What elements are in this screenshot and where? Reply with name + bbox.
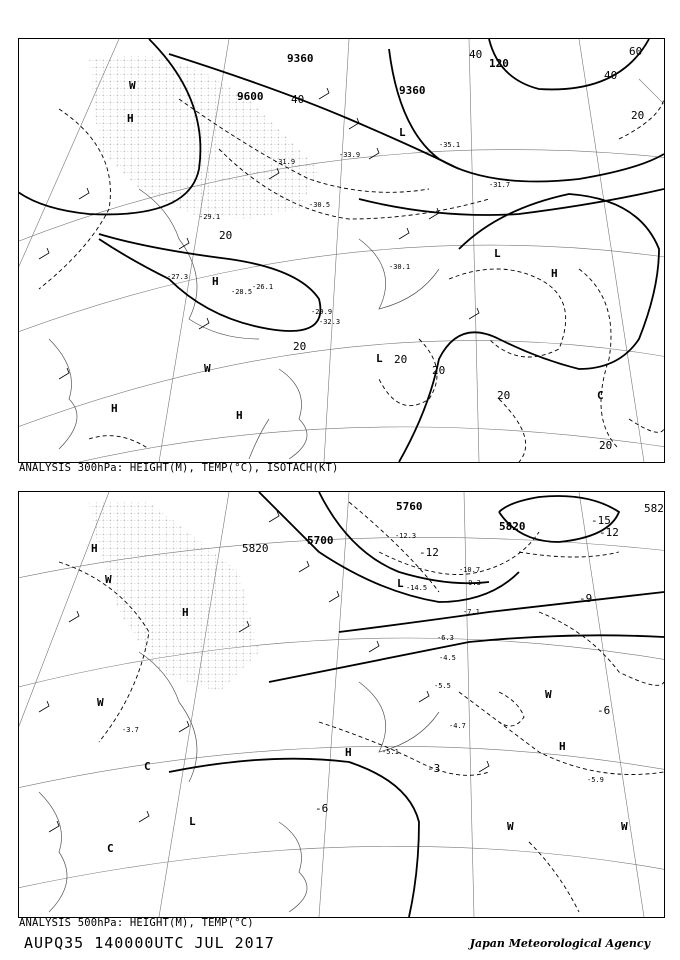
contour-label: 20 <box>497 389 511 402</box>
station-temp: -6.3 <box>437 634 454 642</box>
pressure-center-high: H <box>127 112 134 125</box>
contour-label: 20 <box>293 340 307 353</box>
chart-code-datetime: AUPQ35 140000UTC JUL 2017 <box>24 934 275 952</box>
pressure-center-high: H <box>91 542 98 555</box>
contour-label: 20 <box>219 229 233 242</box>
panel-caption-500hpa: ANALYSIS 500hPa: HEIGHT(M), TEMP(°C) <box>19 917 254 929</box>
pressure-center-cold: C <box>597 389 604 402</box>
pressure-center-warm: W <box>204 362 211 375</box>
contour-label: 9360 <box>287 52 314 65</box>
pressure-center-warm: W <box>621 820 628 833</box>
map-500hpa <box>19 492 664 917</box>
pressure-center-warm: W <box>97 696 104 709</box>
station-temp: -7.1 <box>463 608 480 616</box>
station-temp: -30.5 <box>309 201 331 209</box>
contour-label: -3 <box>427 762 441 775</box>
pressure-center-high: H <box>551 267 558 280</box>
contour-label: -6 <box>315 802 329 815</box>
pressure-center-low: L <box>397 577 404 590</box>
station-temp: -28.5 <box>231 288 253 296</box>
contour-label: 20 <box>394 353 408 366</box>
station-temp: -35.1 <box>439 141 461 149</box>
pressure-center-cold: C <box>144 760 151 773</box>
station-temp: -5.9 <box>587 776 604 784</box>
agency-credit: Japan Meteorological Agency <box>469 937 650 950</box>
pressure-center-low: L <box>376 352 383 365</box>
map-300hpa <box>19 39 664 462</box>
pressure-center-cold: C <box>107 842 114 855</box>
station-temp: -27.3 <box>167 273 189 281</box>
contour-label: 5820 <box>499 520 526 533</box>
map-panel-300hpa <box>18 38 665 463</box>
pressure-center-high: H <box>111 402 118 415</box>
station-temp: -14.5 <box>406 584 428 592</box>
station-temp: -31.7 <box>489 181 511 189</box>
contour-label: 9600 <box>237 90 264 103</box>
contour-label: -12 <box>419 546 439 559</box>
pressure-center-high: H <box>345 746 352 759</box>
station-temp: -33.9 <box>339 151 361 159</box>
panel-caption-300hpa: ANALYSIS 300hPa: HEIGHT(M), TEMP(°C), ISOTACH(KT) <box>19 462 339 474</box>
pressure-center-high: H <box>212 275 219 288</box>
station-temp: -4.7 <box>449 722 466 730</box>
station-temp: -26.1 <box>252 283 274 291</box>
contour-label: 5820 <box>242 542 269 555</box>
contour-label: 20 <box>631 109 645 122</box>
contour-label: 20 <box>599 439 613 452</box>
coastlines <box>39 652 439 912</box>
station-temp: -10.7 <box>459 566 481 574</box>
contour-label: 5700 <box>307 534 334 547</box>
pressure-center-high: H <box>182 606 189 619</box>
station-temp: -12.3 <box>395 532 417 540</box>
contour-label: -6 <box>597 704 611 717</box>
contour-label: 40 <box>291 93 305 106</box>
hatched-region <box>89 502 259 692</box>
station-temp: -5.5 <box>434 682 451 690</box>
station-temp: -29.9 <box>311 308 333 316</box>
contour-label: 40 <box>604 69 618 82</box>
pressure-center-low: L <box>399 126 406 139</box>
contour-label: 60 <box>629 45 643 58</box>
contour-label: 40 <box>469 48 483 61</box>
contour-label: 5760 <box>396 500 423 513</box>
pressure-center-high: H <box>236 409 243 422</box>
station-temp: -9.3 <box>464 579 481 587</box>
pressure-center-warm: W <box>507 820 514 833</box>
station-temp: -4.5 <box>439 654 456 662</box>
station-temp: -29.1 <box>199 213 221 221</box>
jet-hatched-region <box>89 54 319 219</box>
contour-label: 20 <box>432 364 446 377</box>
contour-label: -15 <box>591 514 611 527</box>
pressure-center-warm: W <box>105 573 112 586</box>
contour-label: -12 <box>599 526 619 539</box>
map-panel-500hpa <box>18 491 665 918</box>
station-temp: -5.1 <box>382 748 399 756</box>
station-temp: -31.9 <box>274 158 296 166</box>
contour-label: -9 <box>579 592 593 605</box>
contour-label: 9360 <box>399 84 426 97</box>
pressure-center-low: L <box>189 815 196 828</box>
station-temp: -32.3 <box>319 318 341 326</box>
contour-label: 120 <box>489 57 509 70</box>
pressure-center-warm: W <box>545 688 552 701</box>
contour-label: 582 <box>644 502 664 515</box>
pressure-center-low: L <box>494 247 501 260</box>
station-temp: -30.1 <box>389 263 411 271</box>
pressure-center-warm: W <box>129 79 136 92</box>
station-temp: -3.7 <box>122 726 139 734</box>
pressure-center-high: H <box>559 740 566 753</box>
